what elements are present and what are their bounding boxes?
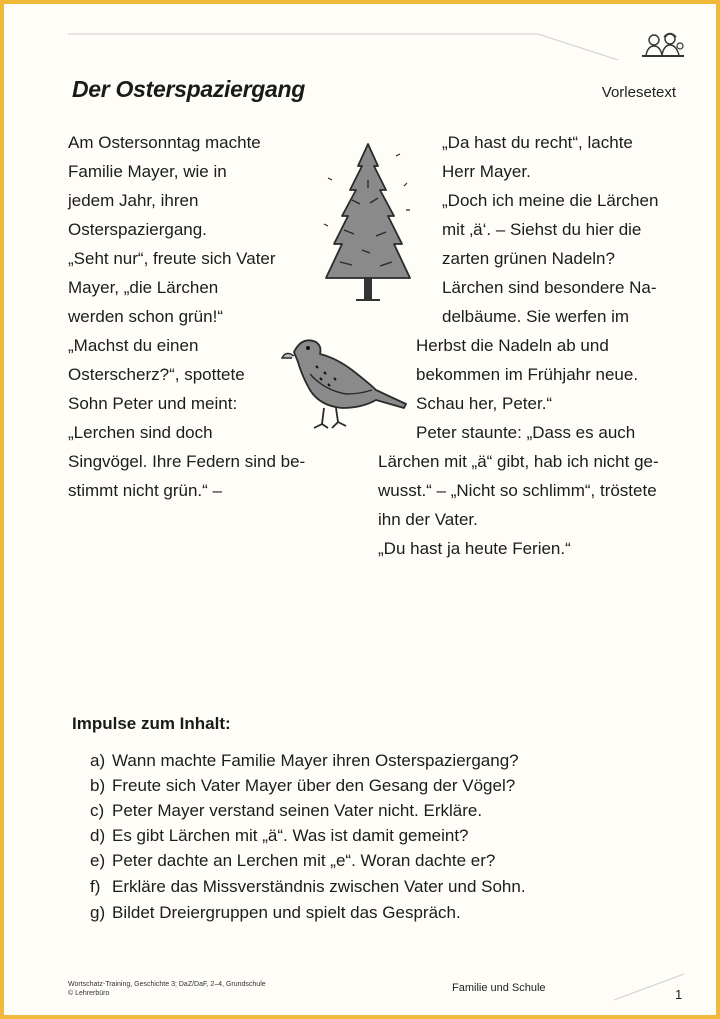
footer-source-title: Wortschatz-Training, Geschichte 3; DaZ/DaF, 2–4, Grundschule <box>68 981 266 988</box>
question-item <box>90 826 469 846</box>
story-line: Schau her, Peter.“ <box>416 394 553 413</box>
footer-source <box>68 980 266 998</box>
footer-copyright: © Lehrerbüro <box>68 990 110 997</box>
story-line: werden schon grün!“ <box>68 307 223 326</box>
question-item <box>90 903 461 923</box>
question-text: Erkläre das Missverständnis zwischen Vater und Sohn. <box>112 877 526 896</box>
question-letter: f) <box>90 877 101 896</box>
story-line: „Da hast du recht“, lachte <box>442 133 633 152</box>
footer-section: Familie und Schule <box>452 982 546 994</box>
story-line: Peter staunte: „Dass es auch <box>416 423 636 442</box>
story-line: Singvögel. Ihre Federn sind be- <box>68 452 306 471</box>
story-line: jedem Jahr, ihren <box>68 191 199 210</box>
question-text: Es gibt Lärchen mit „ä“. Was ist damit gemeint? <box>112 826 469 845</box>
story-line: „Doch ich meine die Lärchen <box>442 191 659 210</box>
question-item <box>90 851 495 871</box>
story-line: „Du hast ja heute Ferien.“ <box>378 539 571 558</box>
story-line: „Lerchen sind doch <box>68 423 213 442</box>
story-line: mit ‚ä‘. – Siehst du hier die <box>442 220 642 239</box>
page-number: 1 <box>675 987 683 1002</box>
larch-tree-illustration <box>322 140 414 306</box>
question-text: Freute sich Vater Mayer über den Gesang der Vögel? <box>112 776 516 795</box>
question-letter: a) <box>90 751 106 770</box>
header-rule <box>68 30 628 60</box>
impulse-heading: Impulse zum Inhalt: <box>72 714 231 733</box>
story-line: bekommen im Frühjahr neue. <box>416 365 639 384</box>
story-line: Sohn Peter und meint: <box>68 394 238 413</box>
question-text: Peter Mayer verstand seinen Vater nicht. Erkläre. <box>112 801 483 820</box>
question-item <box>90 877 526 897</box>
story-line: stimmt nicht grün.“ – <box>68 481 222 500</box>
question-letter: b) <box>90 776 106 795</box>
story-line: Familie Mayer, wie in <box>68 162 227 181</box>
question-letter: e) <box>90 851 106 870</box>
question-text: Wann machte Familie Mayer ihren Osterspaziergang? <box>112 751 519 770</box>
story-line: Lärchen sind besondere Na- <box>442 278 657 297</box>
question-letter: c) <box>90 801 105 820</box>
story-line: Osterscherz?“, spottete <box>68 365 245 384</box>
story-line: Herr Mayer. <box>442 162 531 181</box>
story-line: Osterspaziergang. <box>68 220 207 239</box>
question-text: Peter dachte an Lerchen mit „e“. Woran dachte er? <box>112 851 496 870</box>
lark-bird-illustration <box>280 328 410 434</box>
question-item <box>90 801 482 821</box>
story-line: „Machst du einen <box>68 336 199 355</box>
question-text: Bildet Dreiergruppen und spielt das Gespräch. <box>112 903 461 922</box>
text-type-label: Vorlesetext <box>601 84 676 101</box>
family-logo-icon <box>640 31 686 63</box>
page-title: Der Osterspaziergang <box>72 76 306 102</box>
story-line: Am Ostersonntag machte <box>68 133 261 152</box>
story-line: „Seht nur“, freute sich Vater <box>68 249 276 268</box>
story-line: Mayer, „die Lärchen <box>68 278 219 297</box>
story-line: Herbst die Nadeln ab und <box>416 336 609 355</box>
story-line: delbäume. Sie werfen im <box>442 307 630 326</box>
question-item <box>90 776 515 796</box>
question-letter: d) <box>90 826 106 845</box>
worksheet-page <box>4 4 716 1015</box>
story-line: ihn der Vater. <box>378 510 478 529</box>
question-letter: g) <box>90 903 106 922</box>
story-line: zarten grünen Nadeln? <box>442 249 615 268</box>
story-line: Lärchen mit „ä“ gibt, hab ich nicht ge- <box>378 452 659 471</box>
story-line: wusst.“ – „Nicht so schlimm“, tröstete <box>378 481 657 500</box>
question-item <box>90 751 519 771</box>
